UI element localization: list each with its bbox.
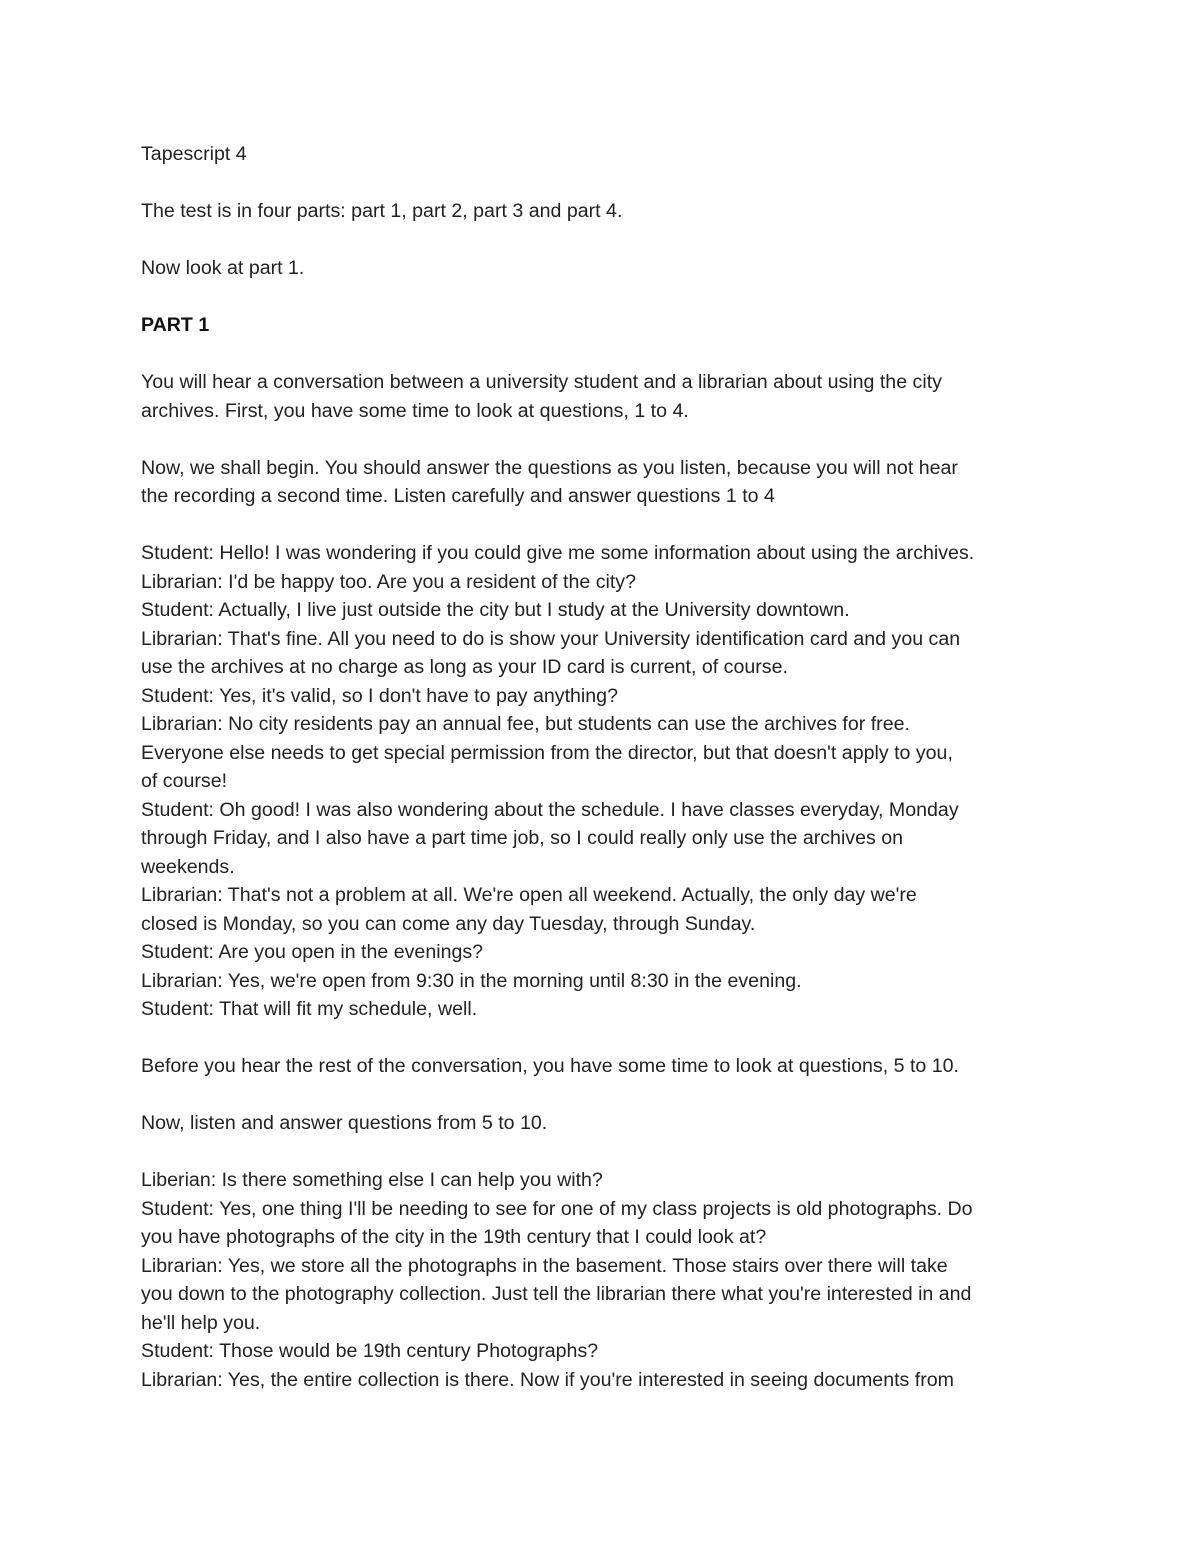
dialogue-line: Student: Actually, I live just outside the city but I study at the University downtown. (141, 599, 850, 621)
part-heading: PART 1 (141, 314, 210, 336)
paragraph-instructions-1 (141, 368, 1071, 425)
dialogue-line: use the archives at no charge as long as your ID card is current, of course. (141, 656, 788, 678)
dialogue-line: Student: That will fit my schedule, well. (141, 998, 478, 1020)
dialogue-line: Librarian: I'd be happy too. Are you a resident of the city? (141, 570, 636, 593)
dialogue-line: closed is Monday, so you can come any day Tuesday, through Sunday. (141, 912, 756, 935)
dialogue-section-2 (141, 1166, 1071, 1394)
dialogue-line: Student: Yes, one thing I'll be needing to see for one of my class projects is old photographs. Do (141, 1197, 973, 1220)
dialogue-line: Everyone else needs to get special permission from the director, but that doesn't apply to you, (141, 741, 953, 764)
paragraph-line: the recording a second time. Listen carefully and answer questions 1 to 4 (141, 485, 775, 507)
look-at-part-paragraph: Now look at part 1. (141, 257, 305, 279)
paragraph-line: archives. First, you have some time to look at questions, 1 to 4. (141, 399, 689, 422)
dialogue-line: Librarian: Yes, we're open from 9:30 in the morning until 8:30 in the evening. (141, 969, 802, 992)
dialogue-line: you have photographs of the city in the 19th century that I could look at? (141, 1226, 767, 1248)
dialogue-line: Student: Hello! I was wondering if you could give me some information about using the archives. (141, 542, 975, 564)
dialogue-line: he'll help you. (141, 1311, 261, 1334)
dialogue-line: you down to the photography collection. Just tell the librarian there what you're interested in and (141, 1283, 972, 1305)
document-title: Tapescript 4 (141, 143, 247, 165)
dialogue-line: Student: Are you open in the evenings? (141, 941, 484, 963)
document-body (141, 140, 1071, 1394)
dialogue-section-1 (141, 539, 1071, 1024)
dialogue-line: Librarian: That's not a problem at all. We're open all weekend. Actually, the only day we're (141, 884, 917, 906)
paragraph-instructions-2 (141, 454, 1071, 511)
dialogue-line: Librarian: That's fine. All you need to do is show your University identification card and you can (141, 627, 961, 650)
dialogue-line: Librarian: Yes, we store all the photographs in the basement. Those stairs over there will take (141, 1254, 948, 1277)
paragraph-line: Now, we shall begin. You should answer the questions as you listen, because you will not hear (141, 456, 958, 479)
dialogue-line: Librarian: Yes, the entire collection is there. Now if you're interested in seeing documents from (141, 1368, 954, 1391)
paragraph-line: You will hear a conversation between a university student and a librarian about using the city (141, 371, 942, 393)
dialogue-line: of course! (141, 770, 228, 792)
dialogue-line: Student: Yes, it's valid, so I don't have to pay anything? (141, 684, 618, 707)
paragraph-instructions-3: Before you hear the rest of the conversation, you have some time to look at questions, 5 to 10. (141, 1055, 959, 1077)
intro-paragraph: The test is in four parts: part 1, part 2, part 3 and part 4. (141, 200, 623, 222)
dialogue-line: Librarian: No city residents pay an annual fee, but students can use the archives for free. (141, 713, 910, 735)
paragraph-instructions-4: Now, listen and answer questions from 5 to 10. (141, 1112, 548, 1134)
dialogue-line: weekends. (141, 855, 235, 878)
dialogue-line: Student: Oh good! I was also wondering about the schedule. I have classes everyday, Monday (141, 798, 959, 821)
dialogue-line: Student: Those would be 19th century Photographs? (141, 1340, 599, 1362)
dialogue-line: through Friday, and I also have a part time job, so I could really only use the archives on (141, 827, 904, 849)
dialogue-line: Liberian: Is there something else I can help you with? (141, 1169, 603, 1191)
